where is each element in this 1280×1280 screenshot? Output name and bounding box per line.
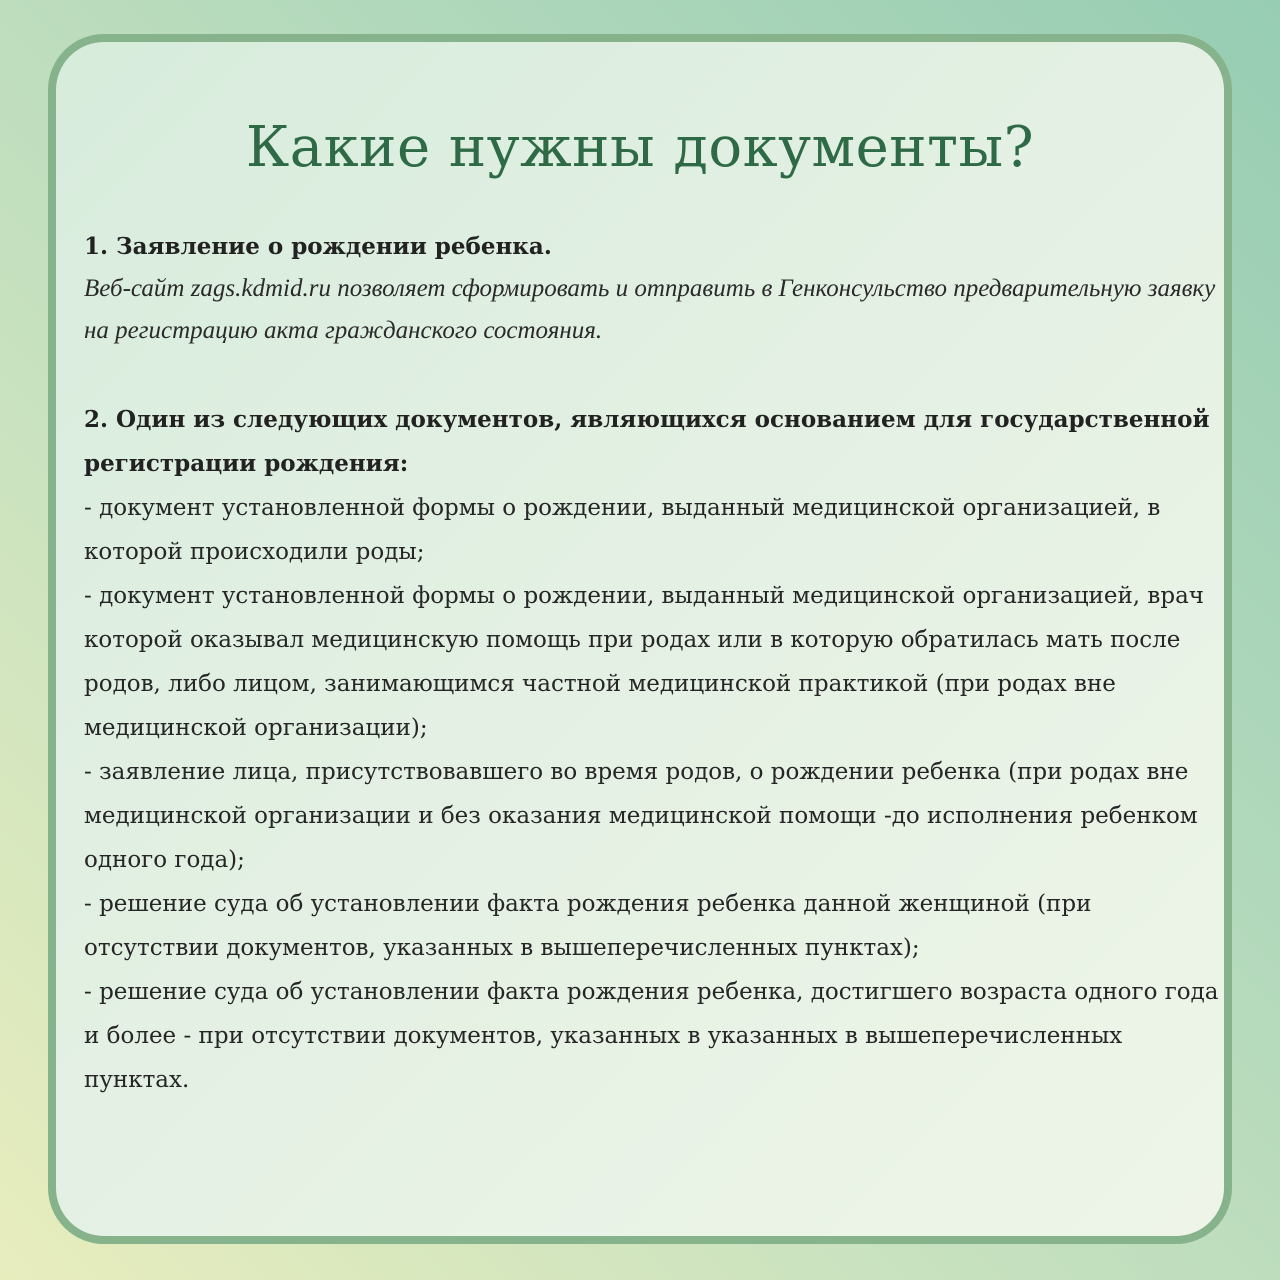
bullet-court-decision-over-one-year: - решение суда об установлении факта рождения ребенка, достигшего возраста одного года и более - при отсутствии документов, указанных в указанных в вышеперечисленных пунктах. [84,979,1219,1093]
list-item-application [84,226,1220,352]
item-1-note: Веб-сайт zags.kdmid.ru позволяет сформировать и отправить в Генконсульство предварительную заявку на регистрацию акта гражданского состояния. [84,275,1216,344]
document-list [84,226,1220,1102]
page-title: Какие нужны документы? [245,115,1035,180]
info-card [48,34,1232,1244]
bullet-medical-org: - документ установленной формы о рождении, выданный медицинской организацией, в которой происходили роды; [84,495,1161,565]
list-item-grounds [84,398,1220,1102]
item-2-heading: 2. Один из следующих документов, являющихся основанием для государственной регистрации рождения: [84,406,1210,477]
item-1-heading: 1. Заявление о рождении ребенка. [84,233,552,260]
section-spacer [84,352,1220,398]
bullet-witness-statement: - заявление лица, присутствовавшего во время родов, о рождении ребенка (при родах вне медицинской организации и без оказания медицинской помощи -до исполнения ребенком одного года); [84,759,1198,873]
bullet-court-decision: - решение суда об установлении факта рождения ребенка данной женщиной (при отсутствии документов, указанных в вышеперечисленных пунктах); [84,891,1092,961]
bullet-doctor-or-private-practice: - документ установленной формы о рождении, выданный медицинской организацией, врач которой оказывал медицинскую помощь при родах или в которую обратилась мать после родов, либо лицом, занимающимся частной медицинской практикой (при родах вне медицинской организации); [84,583,1205,741]
